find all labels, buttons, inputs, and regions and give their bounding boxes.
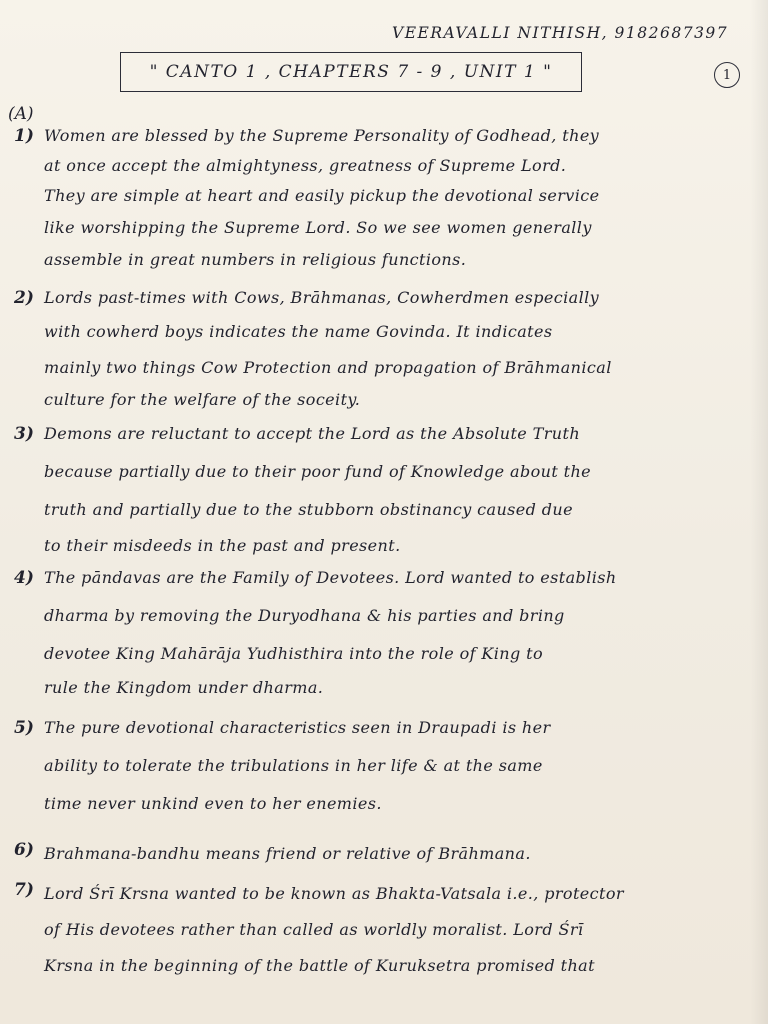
item-number: 6) bbox=[14, 840, 34, 860]
item-line: The pāndavas are the Family of Devotees. Lord wanted to establish bbox=[44, 568, 617, 587]
item-line: with cowherd boys indicates the name Govinda. It indicates bbox=[44, 322, 553, 341]
item-line: truth and partially due to the stubborn obstinancy caused due bbox=[44, 500, 573, 519]
item-number: 1) bbox=[14, 126, 34, 146]
item-line: like worshipping the Supreme Lord. So we see women generally bbox=[44, 218, 592, 237]
item-line: because partially due to their poor fund of Knowledge about the bbox=[44, 462, 592, 481]
author-name-and-phone: VEERAVALLI NITHISH, 9182687397 bbox=[392, 24, 729, 42]
item-number: 2) bbox=[14, 288, 34, 308]
item-line: at once accept the almightyness, greatness of Supreme Lord. bbox=[44, 156, 567, 175]
item-line: ability to tolerate the tribulations in her life & at the same bbox=[44, 756, 543, 775]
item-line: They are simple at heart and easily pickup the devotional service bbox=[44, 186, 600, 205]
item-number: 7) bbox=[14, 880, 34, 900]
item-line: Brahmana-bandhu means friend or relative of Brāhmana. bbox=[44, 844, 531, 863]
section-label: (A) bbox=[8, 104, 34, 124]
page-edge-shadow bbox=[750, 0, 768, 1024]
item-line: time never unkind even to her enemies. bbox=[44, 794, 382, 813]
item-line: Krsna in the beginning of the battle of Kuruksetra promised that bbox=[44, 956, 595, 975]
item-number: 4) bbox=[14, 568, 34, 588]
item-line: culture for the welfare of the soceity. bbox=[44, 390, 361, 409]
item-line: assemble in great numbers in religious functions. bbox=[44, 250, 467, 269]
item-line: of His devotees rather than called as worldly moralist. Lord Śrī bbox=[44, 920, 584, 939]
item-line: The pure devotional characteristics seen in Draupadi is her bbox=[44, 718, 551, 737]
item-number: 3) bbox=[14, 424, 34, 444]
page-number: 1 bbox=[714, 62, 740, 88]
item-line: mainly two things Cow Protection and propagation of Brāhmanical bbox=[44, 358, 612, 377]
item-number: 5) bbox=[14, 718, 34, 738]
item-line: dharma by removing the Duryodhana & his parties and bring bbox=[44, 606, 565, 625]
item-line: Lords past-times with Cows, Brāhmanas, Cowherdmen especially bbox=[44, 288, 600, 307]
item-line: Demons are reluctant to accept the Lord as the Absolute Truth bbox=[44, 424, 581, 443]
item-line: to their misdeeds in the past and present. bbox=[44, 536, 401, 555]
item-line: Lord Śrī Krsna wanted to be known as Bhakta-Vatsala i.e., protector bbox=[44, 884, 624, 903]
item-line: rule the Kingdom under dharma. bbox=[44, 678, 324, 697]
page-title: " CANTO 1 , CHAPTERS 7 - 9 , UNIT 1 " bbox=[120, 52, 582, 92]
item-line: Women are blessed by the Supreme Personality of Godhead, they bbox=[44, 126, 600, 145]
item-line: devotee King Mahārāja Yudhisthira into the role of King to bbox=[44, 644, 543, 663]
